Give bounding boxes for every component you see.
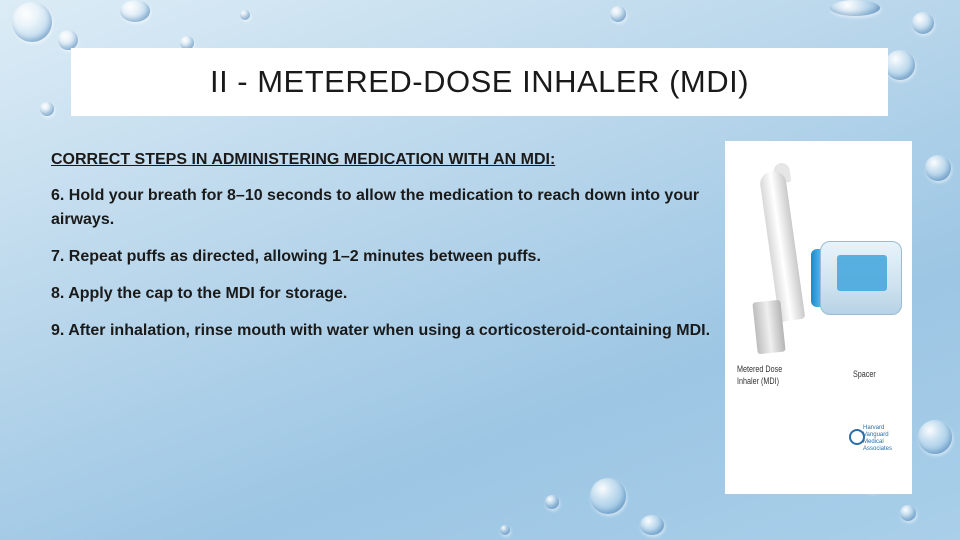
bubble-decoration — [40, 102, 54, 116]
bubble-decoration — [640, 515, 664, 535]
title-banner — [71, 48, 888, 116]
slide-body — [51, 148, 711, 356]
bubble-decoration — [58, 30, 78, 50]
spacer-caption: Spacer — [853, 369, 876, 379]
bubble-decoration — [918, 420, 952, 454]
section-subheading: CORRECT STEPS IN ADMINISTERING MEDICATION WITH AN MDI: — [51, 151, 556, 168]
bubble-decoration — [545, 495, 559, 509]
bubble-decoration — [590, 478, 626, 514]
bubble-decoration — [925, 155, 951, 181]
inhaler-canister-shape — [759, 170, 806, 322]
inhaler-spacer-image — [725, 141, 912, 494]
bubble-decoration — [830, 0, 880, 16]
bubble-decoration — [610, 6, 626, 22]
bubble-decoration — [240, 10, 250, 20]
inhaler-mouthpiece-shape — [752, 300, 785, 355]
bubble-decoration — [900, 505, 916, 521]
spacer-label-shape — [837, 255, 887, 291]
bubble-decoration — [912, 12, 934, 34]
inhaler-caption: Metered Dose Inhaler (MDI) — [737, 364, 783, 386]
step-item: 8. Apply the cap to the MDI for storage. — [51, 285, 348, 302]
bubble-decoration — [885, 50, 915, 80]
bubble-decoration — [12, 2, 52, 42]
bubble-decoration — [500, 525, 510, 535]
step-item: 6. Hold your breath for 8–10 seconds to allow the medication to reach down into your airways. — [51, 187, 700, 228]
bubble-decoration — [120, 0, 150, 22]
slide-title: II - METERED-DOSE INHALER (MDI) — [209, 64, 750, 99]
logo-text: Harvard Vanguard Medical Associates — [863, 425, 893, 452]
step-item: 7. Repeat puffs as directed, allowing 1–2 minutes between puffs. — [51, 248, 541, 265]
step-item: 9. After inhalation, rinse mouth with water when using a corticosteroid-containing MDI. — [51, 322, 711, 339]
